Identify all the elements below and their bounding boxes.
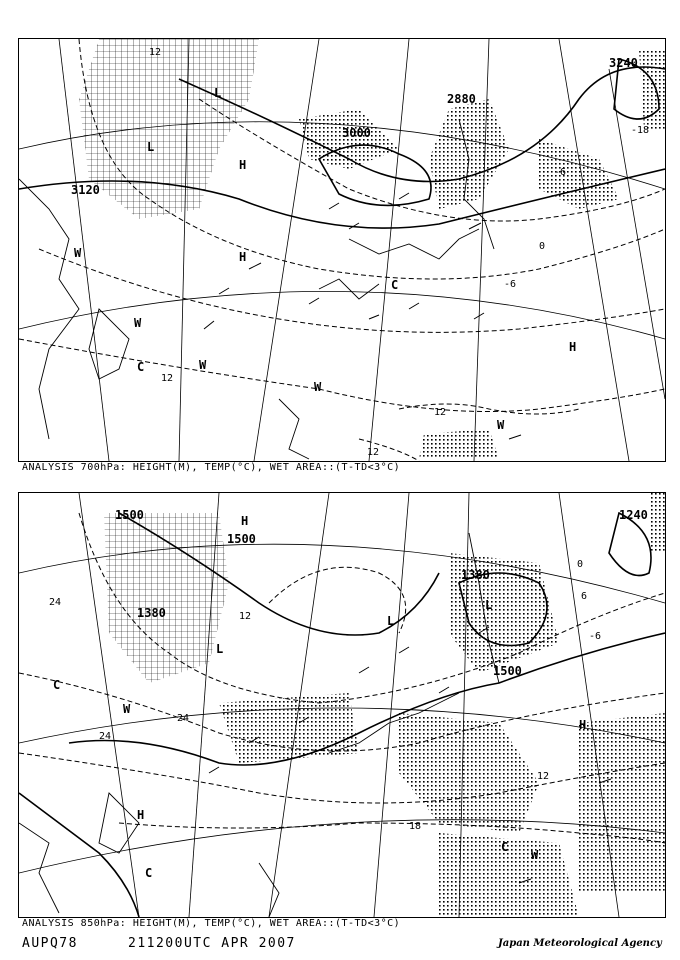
warm-center: W xyxy=(74,246,82,260)
upper-map-canvas xyxy=(19,39,665,461)
wet-area-shading xyxy=(104,493,665,917)
temp-label: -6 xyxy=(589,631,602,642)
temp-label: 0 xyxy=(577,559,584,570)
height-label: 3120 xyxy=(71,183,100,197)
low-center: L xyxy=(485,598,493,612)
temp-label: 0 xyxy=(539,241,546,252)
height-label: 1380 xyxy=(461,568,490,582)
low-center: L xyxy=(214,86,222,100)
agency-name: Japan Meteorological Agency xyxy=(498,938,662,949)
high-center: H xyxy=(239,158,247,172)
temp-label: -6 xyxy=(504,279,517,290)
cold-center: C xyxy=(391,278,399,292)
height-label: 3000 xyxy=(342,126,371,140)
temp-label: 24 xyxy=(177,713,190,724)
temp-label: 12 xyxy=(367,447,380,458)
analysis-datetime: 211200UTC APR 2007 xyxy=(128,936,296,951)
temp-label: 12 xyxy=(161,373,174,384)
warm-center: W xyxy=(123,702,131,716)
temp-label: 18 xyxy=(409,821,422,832)
height-label: 1500 xyxy=(227,532,256,546)
temp-label: 24 xyxy=(99,731,112,742)
height-label: 2880 xyxy=(447,92,476,106)
temp-label: 12 xyxy=(149,47,162,58)
warm-center: W xyxy=(199,358,207,372)
cold-center: C xyxy=(501,840,509,854)
height-label: 3240 xyxy=(609,56,638,70)
temp-label: 12 xyxy=(537,771,550,782)
cold-center: C xyxy=(53,678,61,692)
high-center: H xyxy=(569,340,577,354)
high-center: H xyxy=(137,808,145,822)
high-center: H xyxy=(579,718,587,732)
low-center: L xyxy=(216,642,224,656)
lower-map-canvas xyxy=(19,493,665,917)
height-label: 1500 xyxy=(115,508,144,522)
low-center: L xyxy=(387,614,395,628)
high-center: H xyxy=(241,514,249,528)
lower-map-panel-850hpa xyxy=(18,492,666,918)
temp-label: 12 xyxy=(434,407,447,418)
chart-code: AUPQ78 xyxy=(22,936,78,951)
warm-center: W xyxy=(531,848,539,862)
warm-center: W xyxy=(314,380,322,394)
warm-center: W xyxy=(497,418,505,432)
temp-label: 6 xyxy=(581,591,588,602)
upper-panel-caption: ANALYSIS 700hPa: HEIGHT(M), TEMP(°C), WET AREA::(T-TD<3°C) xyxy=(22,462,401,473)
height-label: 1240 xyxy=(619,508,648,522)
cold-center: C xyxy=(137,360,145,374)
upper-map-panel-700hpa xyxy=(18,38,666,462)
temp-label: 24 xyxy=(49,597,62,608)
temp-label: 12 xyxy=(239,611,252,622)
station-plots xyxy=(204,193,521,439)
lower-panel-caption: ANALYSIS 850hPa: HEIGHT(M), TEMP(°C), WET AREA::(T-TD<3°C) xyxy=(22,918,401,929)
warm-center: W xyxy=(134,316,142,330)
height-label: 1380 xyxy=(137,606,166,620)
high-center: H xyxy=(239,250,247,264)
cold-center: C xyxy=(145,866,153,880)
temp-label: -6 xyxy=(554,167,567,178)
temp-label: -18 xyxy=(631,125,650,136)
low-center: L xyxy=(147,140,155,154)
height-label: 1500 xyxy=(493,664,522,678)
